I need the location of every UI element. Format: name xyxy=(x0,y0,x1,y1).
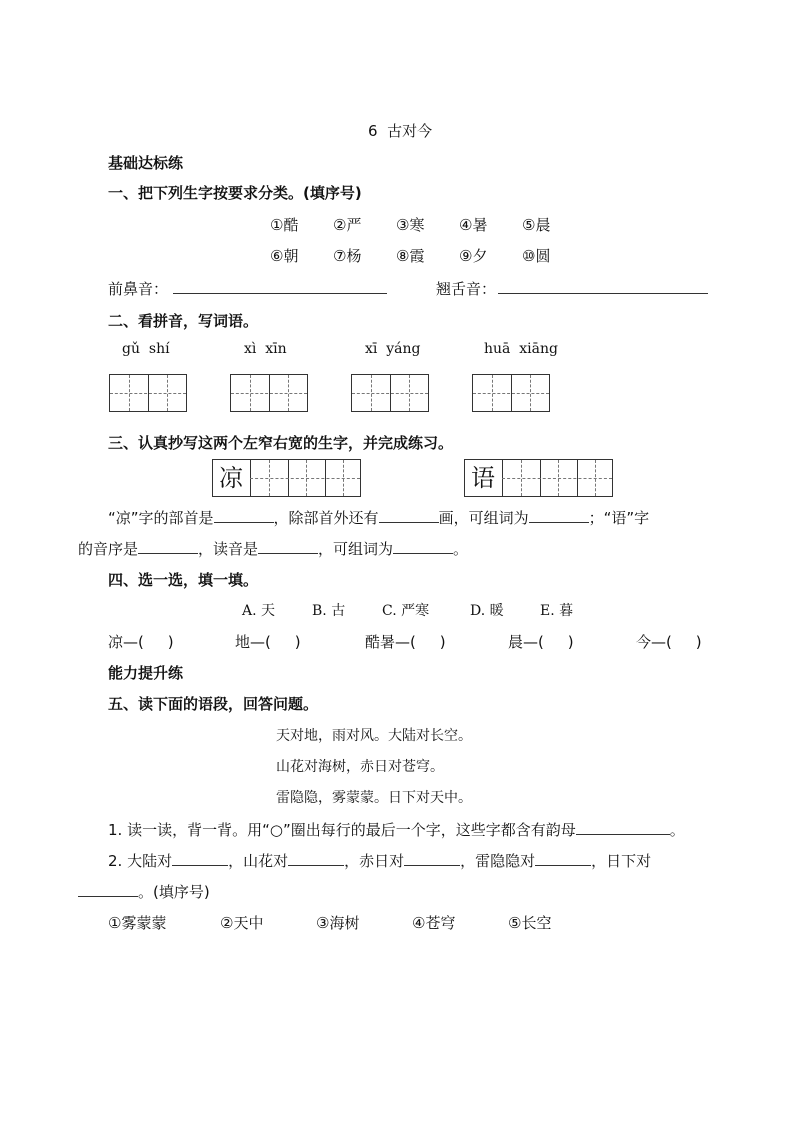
question-2-heading: 二、看拼音，写词语。 xyxy=(108,312,259,330)
poem-line-3: 雷隐隐，雾蒙蒙。日下对天中。 xyxy=(276,790,472,806)
model-char-yu: 语 xyxy=(471,464,495,492)
q3-text: ，可组词为 xyxy=(318,540,394,558)
char-item: ⑧霞 xyxy=(396,247,425,265)
q5-text: ，雷隐隐对 xyxy=(460,852,536,870)
char-list-row2 xyxy=(270,245,562,266)
choice-2: ②天中 xyxy=(220,914,264,932)
char-item: ②严 xyxy=(333,216,362,234)
writing-grid-2[interactable] xyxy=(230,374,308,412)
char-item: ⑤晨 xyxy=(522,216,551,234)
match-blank-5[interactable] xyxy=(78,882,138,897)
pinyin-1: gǔ shí xyxy=(122,341,170,357)
q5-text: ，日下对 xyxy=(591,852,652,870)
char-item: ⑥朝 xyxy=(270,247,299,265)
q3-text: 画，可组词为 xyxy=(438,509,529,527)
q3-line-1 xyxy=(108,507,649,528)
char-item: ③寒 xyxy=(396,216,425,234)
word-blank-liang[interactable] xyxy=(529,508,589,523)
match-blank-1[interactable] xyxy=(172,851,228,866)
retroflex-blank[interactable] xyxy=(498,278,708,294)
q5-text: 2. 大陆对 xyxy=(108,852,173,870)
poem-line-1: 天对地，雨对风。大陆对长空。 xyxy=(276,728,472,744)
q5-item-2 xyxy=(108,850,651,871)
front-nasal-blank[interactable] xyxy=(173,278,387,294)
pair-1[interactable]: 凉—( ) xyxy=(108,633,174,651)
q3-text: ，读音是 xyxy=(198,540,259,558)
strokes-blank[interactable] xyxy=(379,508,439,523)
char-item: ⑨夕 xyxy=(459,247,488,265)
option-e: E. 暮 xyxy=(540,603,574,619)
radical-blank[interactable] xyxy=(214,508,274,523)
word-blank-yu[interactable] xyxy=(393,539,453,554)
option-b: B. 古 xyxy=(312,603,346,619)
option-a: A. 天 xyxy=(242,603,276,619)
copy-grid-yu[interactable] xyxy=(464,459,613,497)
q5-text: 。 xyxy=(669,821,685,839)
section-ability-heading: 能力提升练 xyxy=(108,664,184,682)
choices-row xyxy=(108,912,568,933)
q3-text: 的音序是 xyxy=(78,540,139,558)
match-blank-4[interactable] xyxy=(535,851,591,866)
question-3-heading: 三、认真抄写这两个左窄右宽的生字，并完成练习。 xyxy=(108,434,454,452)
choice-3: ③海树 xyxy=(316,914,360,932)
q5-item-2-cont xyxy=(78,881,210,902)
copy-grid-liang[interactable] xyxy=(212,459,361,497)
question-4-heading: 四、选一选，填一填。 xyxy=(108,571,259,589)
q5-item-1 xyxy=(108,819,685,840)
char-item: ④暑 xyxy=(459,216,488,234)
char-item: ⑦杨 xyxy=(333,247,362,265)
match-blank-3[interactable] xyxy=(404,851,460,866)
q5-text: ，赤日对 xyxy=(344,852,405,870)
char-item: ⑩圆 xyxy=(522,247,551,265)
option-d: D. 暖 xyxy=(470,603,504,619)
q3-text: ；“语”字 xyxy=(588,509,650,527)
pinyin-2: xì xīn xyxy=(244,341,287,357)
pair-4[interactable]: 晨—( ) xyxy=(508,633,574,651)
option-c: C. 严寒 xyxy=(382,603,430,619)
pair-3[interactable]: 酷暑—( ) xyxy=(365,633,446,651)
pinyin-3: xī yáng xyxy=(365,341,421,357)
pronunciation-blank[interactable] xyxy=(258,539,318,554)
vowel-blank[interactable] xyxy=(576,820,670,835)
q5-text: ，山花对 xyxy=(228,852,289,870)
poem-line-2: 山花对海树，赤日对苍穹。 xyxy=(276,759,444,775)
pinyin-4: huā xiāng xyxy=(484,341,558,357)
question-1-heading: 一、把下列生字按要求分类。(填序号) xyxy=(108,184,362,202)
choice-4: ④苍穹 xyxy=(412,914,456,932)
model-char-liang: 凉 xyxy=(219,464,243,492)
section-basic-heading: 基础达标练 xyxy=(108,154,184,172)
char-list-row1 xyxy=(270,214,562,235)
retroflex-label: 翘舌音： xyxy=(436,280,497,298)
choice-1: ①雾蒙蒙 xyxy=(108,914,167,932)
q3-line-2 xyxy=(78,538,468,559)
writing-grid-1[interactable] xyxy=(109,374,187,412)
writing-grid-4[interactable] xyxy=(472,374,550,412)
q3-text: 。 xyxy=(453,540,469,558)
pair-2[interactable]: 地—( ) xyxy=(235,633,301,651)
q3-text: “凉”字的部首是 xyxy=(108,509,214,527)
question-5-heading: 五、读下面的语段，回答问题。 xyxy=(108,695,319,713)
sound-order-blank[interactable] xyxy=(138,539,198,554)
q5-text: 。(填序号) xyxy=(138,883,210,901)
q3-text: ，除部首外还有 xyxy=(273,509,379,527)
q5-text: 1. 读一读，背一背。用“○”圈出每行的最后一个字，这些字都含有韵母 xyxy=(108,821,576,839)
char-item: ①酷 xyxy=(270,216,299,234)
front-nasal-label: 前鼻音： xyxy=(108,280,169,298)
writing-grid-3[interactable] xyxy=(351,374,429,412)
page-title: 6 古对今 xyxy=(368,122,433,140)
choice-5: ⑤长空 xyxy=(508,914,552,932)
pair-5[interactable]: 今—( ) xyxy=(636,633,702,651)
options-row xyxy=(242,600,590,620)
match-blank-2[interactable] xyxy=(288,851,344,866)
